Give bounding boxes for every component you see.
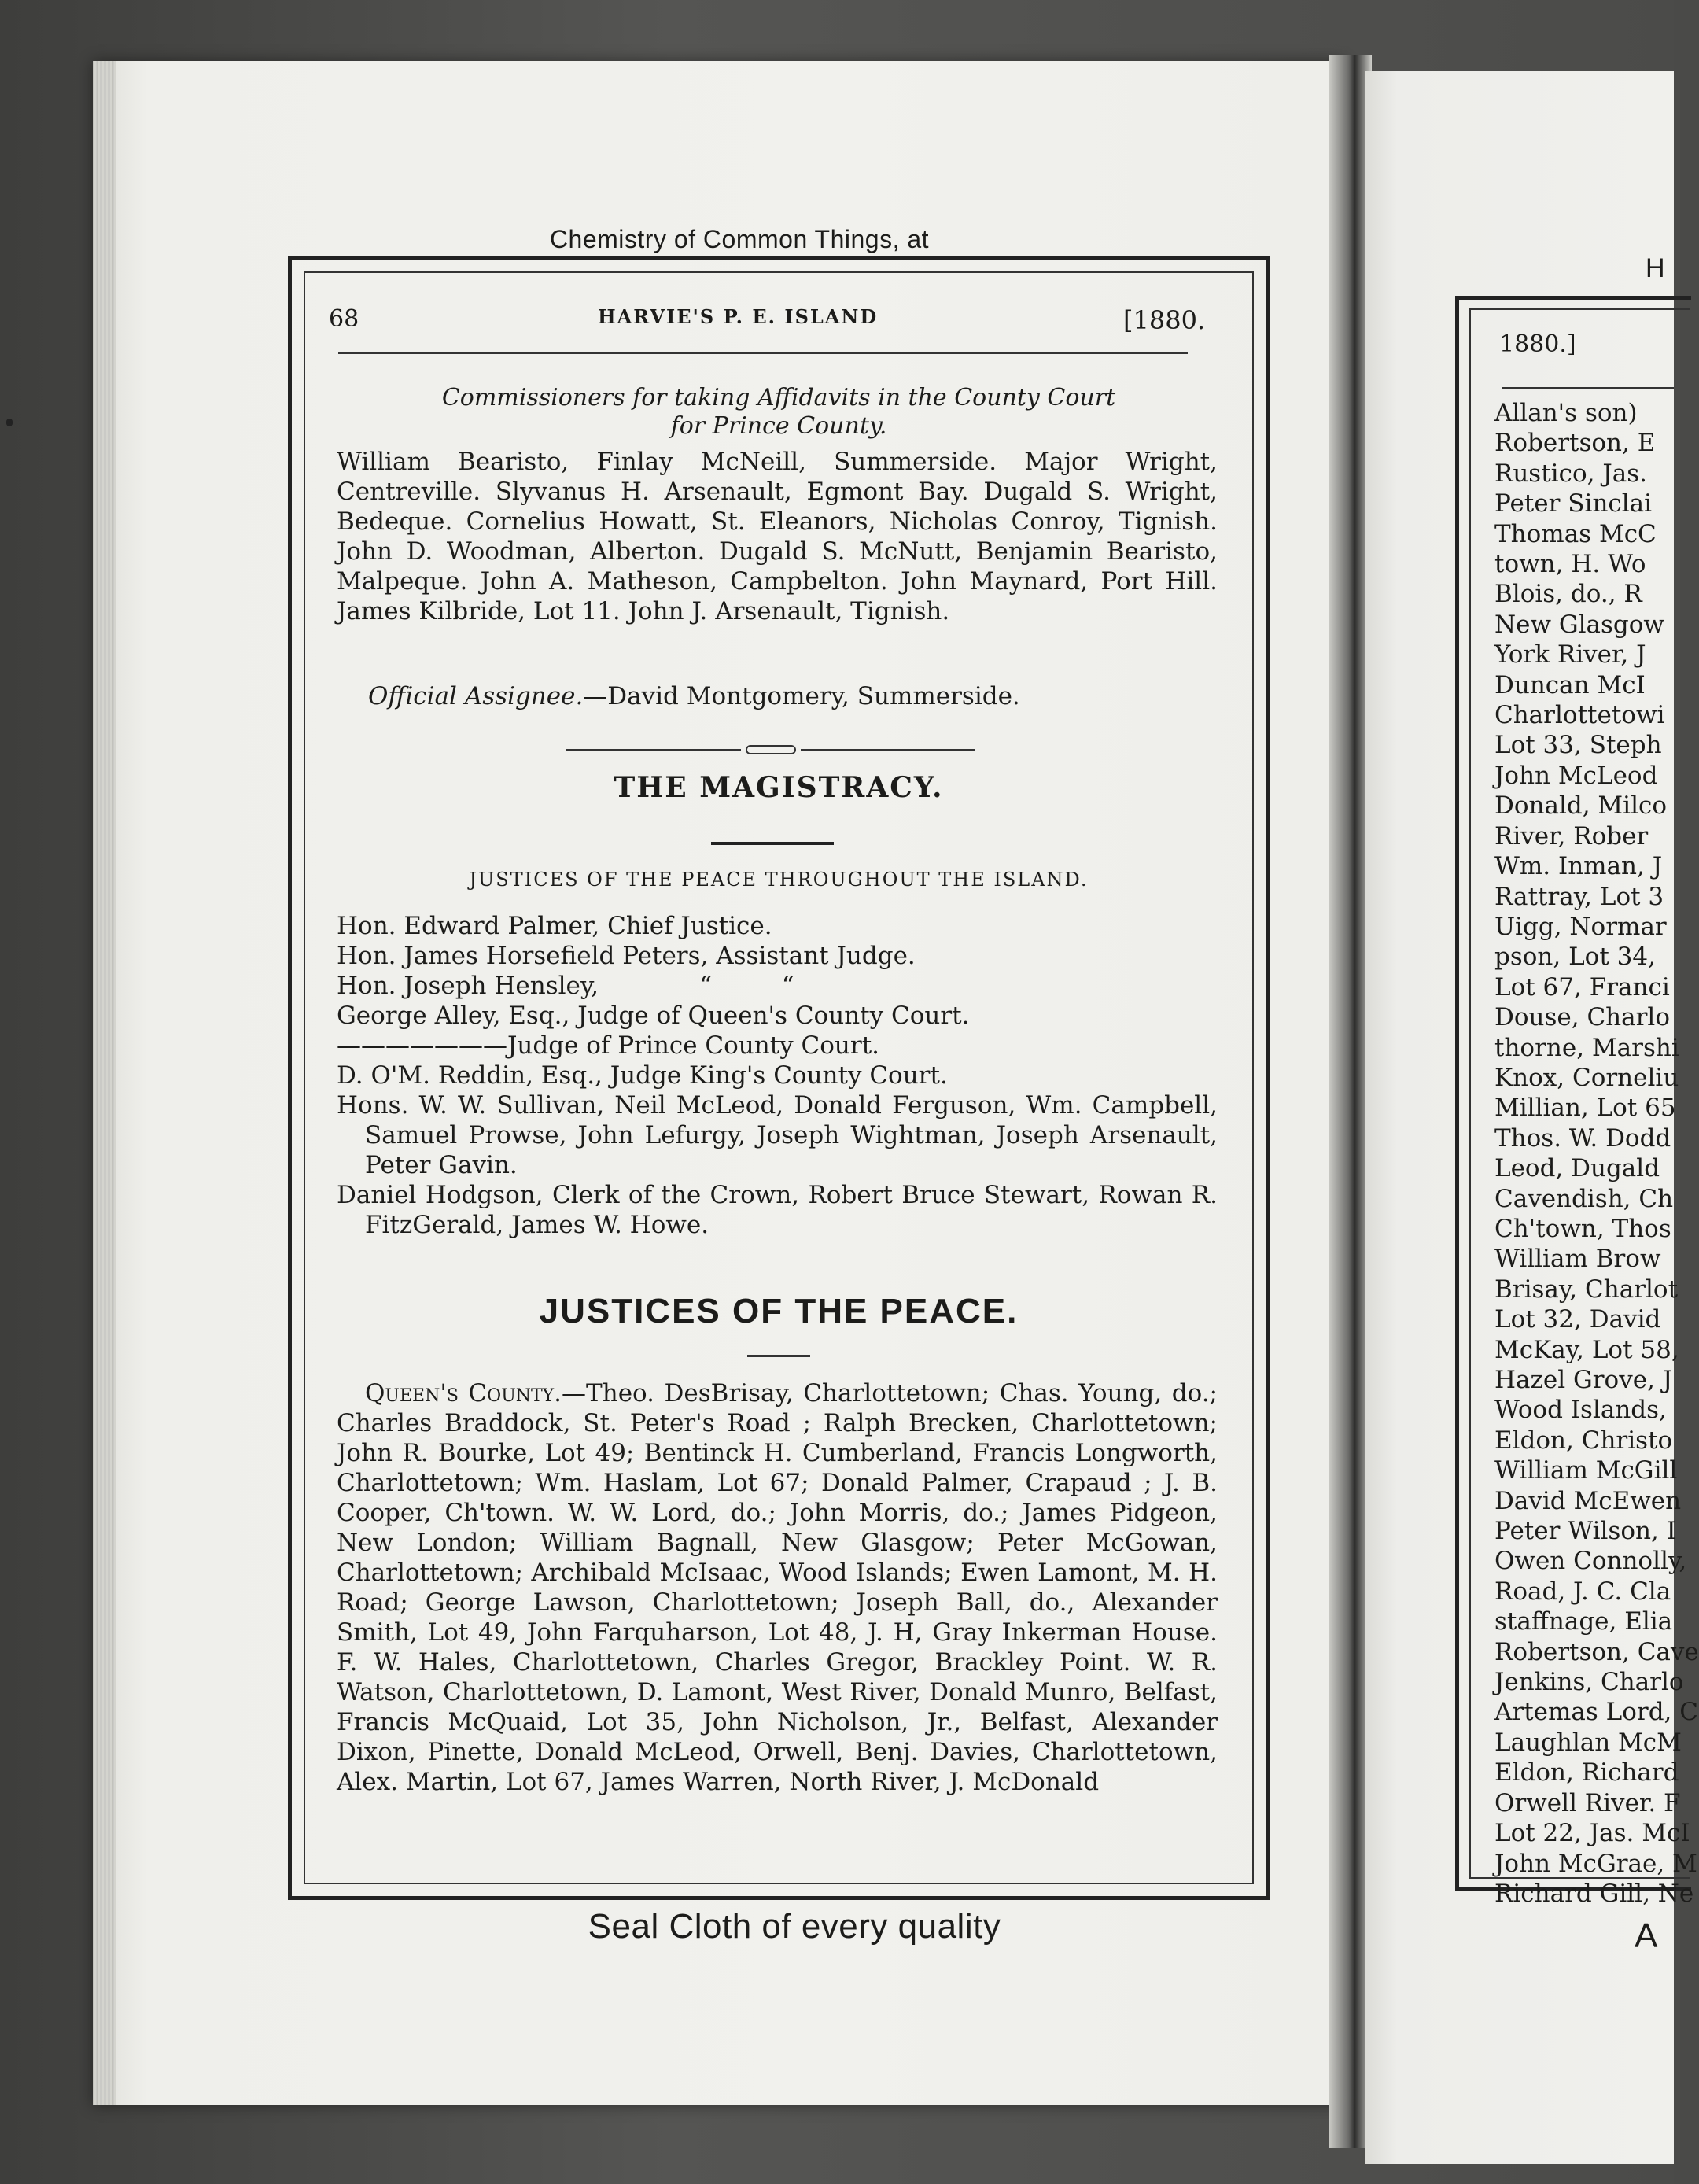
right-header-rule bbox=[1502, 387, 1674, 389]
right-column-line: Charlottetowi bbox=[1494, 701, 1665, 730]
magistracy-entry: ———————Judge of Prince County Court. bbox=[337, 1031, 880, 1060]
commissioners-list bbox=[337, 447, 1218, 626]
commissioners-body: William Bearisto, Finlay McNeill, Summerside. Major Wright, Centreville. Slyvanus H. Arsenault, Egmont Bay. Dugald S. Wright, Bedeque. Cornelius Howatt, St. Eleanors, Nicholas Conroy, Tignish. John D. Woodman, Alberton. Dugald S. McNutt, Benjamin Bearisto, Malpeque. John A. Matheson, Campbelton. John Maynard, Port Hill. James Kilbride, Lot 11. John J. Arsenault, Tignish. bbox=[337, 448, 1218, 625]
right-column-line: Wm. Inman, J bbox=[1494, 852, 1663, 881]
right-column-line: staffnage, Elia bbox=[1494, 1607, 1673, 1636]
right-column-line: William Brow bbox=[1494, 1245, 1661, 1274]
right-column-line: Blois, do., R bbox=[1494, 580, 1642, 609]
right-top-advertisement: H bbox=[1646, 253, 1665, 283]
right-column-line: Lot 32, David bbox=[1494, 1305, 1661, 1334]
right-column-line: Rustico, Jas. bbox=[1494, 459, 1647, 488]
right-column-line: pson, Lot 34, bbox=[1494, 943, 1656, 972]
right-column-line: York River, J bbox=[1494, 640, 1646, 670]
right-column-line: Donald, Milco bbox=[1494, 791, 1668, 821]
right-column-line: John McGrae, M bbox=[1494, 1849, 1697, 1878]
right-column-line: David McEwen bbox=[1494, 1486, 1682, 1515]
right-column-line: Brisay, Charlot bbox=[1494, 1275, 1679, 1304]
magistracy-title: THE MAGISTRACY. bbox=[614, 771, 944, 804]
ornament-divider bbox=[566, 746, 975, 754]
commissioners-title-line2: for Prince County. bbox=[670, 412, 887, 440]
right-column-line: Richard Gill, Ne bbox=[1494, 1879, 1694, 1908]
right-column-line: Thos. W. Dodd bbox=[1494, 1123, 1671, 1153]
right-column-line: Laughlan McM bbox=[1494, 1728, 1682, 1757]
right-column-line: Leod, Dugald bbox=[1494, 1154, 1660, 1183]
commissioners-title-line1: Commissioners for taking Affidavits in the County Court bbox=[441, 384, 1116, 411]
magistracy-rule bbox=[711, 842, 834, 845]
right-column-line: Duncan McI bbox=[1494, 670, 1646, 699]
right-column-line: Orwell River. F bbox=[1494, 1788, 1681, 1817]
right-column-line: Ch'town, Thos bbox=[1494, 1214, 1671, 1243]
right-column-line: Hazel Grove, J bbox=[1494, 1366, 1673, 1394]
county-label: Queen's County. bbox=[365, 1379, 562, 1407]
right-column-line: Artemas Lord, C bbox=[1494, 1698, 1698, 1727]
magistracy-entry: D. O'M. Reddin, Esq., Judge King's County Court. bbox=[337, 1061, 948, 1090]
right-column-line: Cavendish, Ch bbox=[1494, 1184, 1674, 1213]
right-column-line: Rattray, Lot 3 bbox=[1494, 882, 1664, 911]
right-column-line: town, H. Wo bbox=[1494, 550, 1646, 579]
right-column-line: Peter Sinclai bbox=[1494, 489, 1653, 518]
page-edges bbox=[93, 61, 116, 2105]
magistracy-entry: Hon. Edward Palmer, Chief Justice. bbox=[337, 912, 772, 940]
right-column-line: Road, J. C. Cla bbox=[1494, 1577, 1671, 1606]
right-column-line: River, Rober bbox=[1494, 821, 1649, 850]
bottom-advertisement: Seal Cloth of every quality bbox=[588, 1907, 1001, 1946]
right-column-line: Jenkins, Charlo bbox=[1494, 1668, 1684, 1697]
magistracy-entry: Hon. James Horsefield Peters, Assistant Judge. bbox=[337, 942, 916, 970]
right-column-line: Lot 22, Jas. McI bbox=[1494, 1819, 1690, 1848]
right-column-line: Douse, Charlo bbox=[1494, 1003, 1671, 1032]
queens-county-body: —Theo. DesBrisay, Charlottetown; Chas. Young, do.; Charles Braddock, St. Peter's Road ; Ralph Brecken, Charlottetown; John R. Bourke, Lot 49; Bentinck H. Cumberland, Francis Longworth, Charlottetown; Wm. Haslam, Lot 67; Donald Palmer, Crapaud ; J. B. Cooper, Ch'town. W. W. Lord, do.; John Morris, do.; James Pidgeon, New London; William Bagnall, New Glasgow; Peter McGowan, Charlottetown; Archibald McIsaac, Wood Islands; Ewen Lamont, M. H. Road; George Lawson, Charlottetown; Joseph Ball, do., Alexander Smith, Lot 49, John Farquharson, Lot 48, J. H, Gray Inkerman House. F. W. Hales, Charlottetown, Charles Gregor, Brackley Point. W. R. Watson, Charlottetown, D. Lamont, West River, Donald Munro, Belfast, Francis McQuaid, Lot 35, John Nicholson, Jr., Belfast, Alexander Dixon, Pinette, Donald McLeod, Orwell, Benj. Davies, Charlottetown, Alex. Martin, Lot 67, James Warren, North River, J. McDonald bbox=[337, 1379, 1218, 1796]
right-column-line: McKay, Lot 58, bbox=[1494, 1335, 1679, 1364]
magistracy-entry: George Alley, Esq., Judge of Queen's County Court. bbox=[337, 1002, 970, 1030]
justices-throughout-heading: JUSTICES OF THE PEACE THROUGHOUT THE ISLAND. bbox=[469, 869, 1089, 891]
justices-of-the-peace-title: JUSTICES OF THE PEACE. bbox=[539, 1292, 1019, 1330]
magistracy-entry: Hons. W. W. Sullivan, Neil McLeod, Donald Ferguson, Wm. Campbell, Samuel Prowse, John Lefurgy, Joseph Wightman, Joseph Arsenault, Peter Gavin. bbox=[337, 1091, 1218, 1179]
running-head: HARVIE'S P. E. ISLAND bbox=[598, 305, 879, 328]
right-column-line: John McLeod bbox=[1494, 761, 1658, 790]
scan-speck bbox=[6, 419, 13, 426]
right-column-line: Knox, Corneliu bbox=[1494, 1063, 1679, 1092]
right-column-line: Lot 67, Franci bbox=[1494, 972, 1670, 1002]
right-column-line: Robertson, E bbox=[1494, 429, 1656, 458]
magistracy-entry: Hon. Joseph Hensley, “ “ bbox=[337, 972, 794, 1000]
right-column-line: New Glasgow bbox=[1494, 610, 1664, 639]
magistracy-entry: Daniel Hodgson, Clerk of the Crown, Robert Bruce Stewart, Rowan R. FitzGerald, James W. Howe. bbox=[337, 1181, 1218, 1239]
assignee-label: Official Assignee. bbox=[368, 682, 584, 710]
right-column-line: Millian, Lot 65 bbox=[1494, 1094, 1676, 1123]
right-header-year: 1880.] bbox=[1499, 330, 1576, 358]
right-column-line: Uigg, Normar bbox=[1494, 912, 1667, 941]
header-rule bbox=[338, 352, 1188, 354]
right-column-line: Robertson, Cave bbox=[1494, 1637, 1699, 1666]
queens-county-list bbox=[337, 1378, 1218, 1797]
right-column-text bbox=[1455, 398, 1699, 1908]
page-number: 68 bbox=[329, 305, 359, 333]
assignee-text: —David Montgomery, Summerside. bbox=[583, 682, 1020, 710]
right-column-line: Eldon, Christo bbox=[1494, 1426, 1673, 1455]
header-year: [1880. bbox=[1123, 305, 1206, 335]
official-assignee bbox=[337, 681, 1218, 711]
right-column-line: Eldon, Richard bbox=[1494, 1758, 1679, 1787]
right-column-line: William McGill bbox=[1494, 1456, 1678, 1485]
right-column-line: Allan's son) bbox=[1494, 399, 1638, 427]
commissioners-title bbox=[330, 384, 1227, 441]
right-column-line: Peter Wilson, I bbox=[1494, 1517, 1676, 1546]
top-advertisement: Chemistry of Common Things, at bbox=[549, 225, 930, 253]
magistracy-list bbox=[337, 911, 1218, 1240]
right-column-line: Thomas McC bbox=[1494, 519, 1657, 548]
right-bottom-advertisement: A bbox=[1635, 1917, 1658, 1955]
justices-rule bbox=[747, 1355, 810, 1357]
right-column-line: Wood Islands, bbox=[1494, 1396, 1667, 1425]
right-column-line: Lot 33, Steph bbox=[1494, 731, 1662, 760]
right-column-line: Owen Connolly, bbox=[1494, 1547, 1687, 1576]
right-column-line: thorne, Marshi bbox=[1494, 1033, 1679, 1062]
